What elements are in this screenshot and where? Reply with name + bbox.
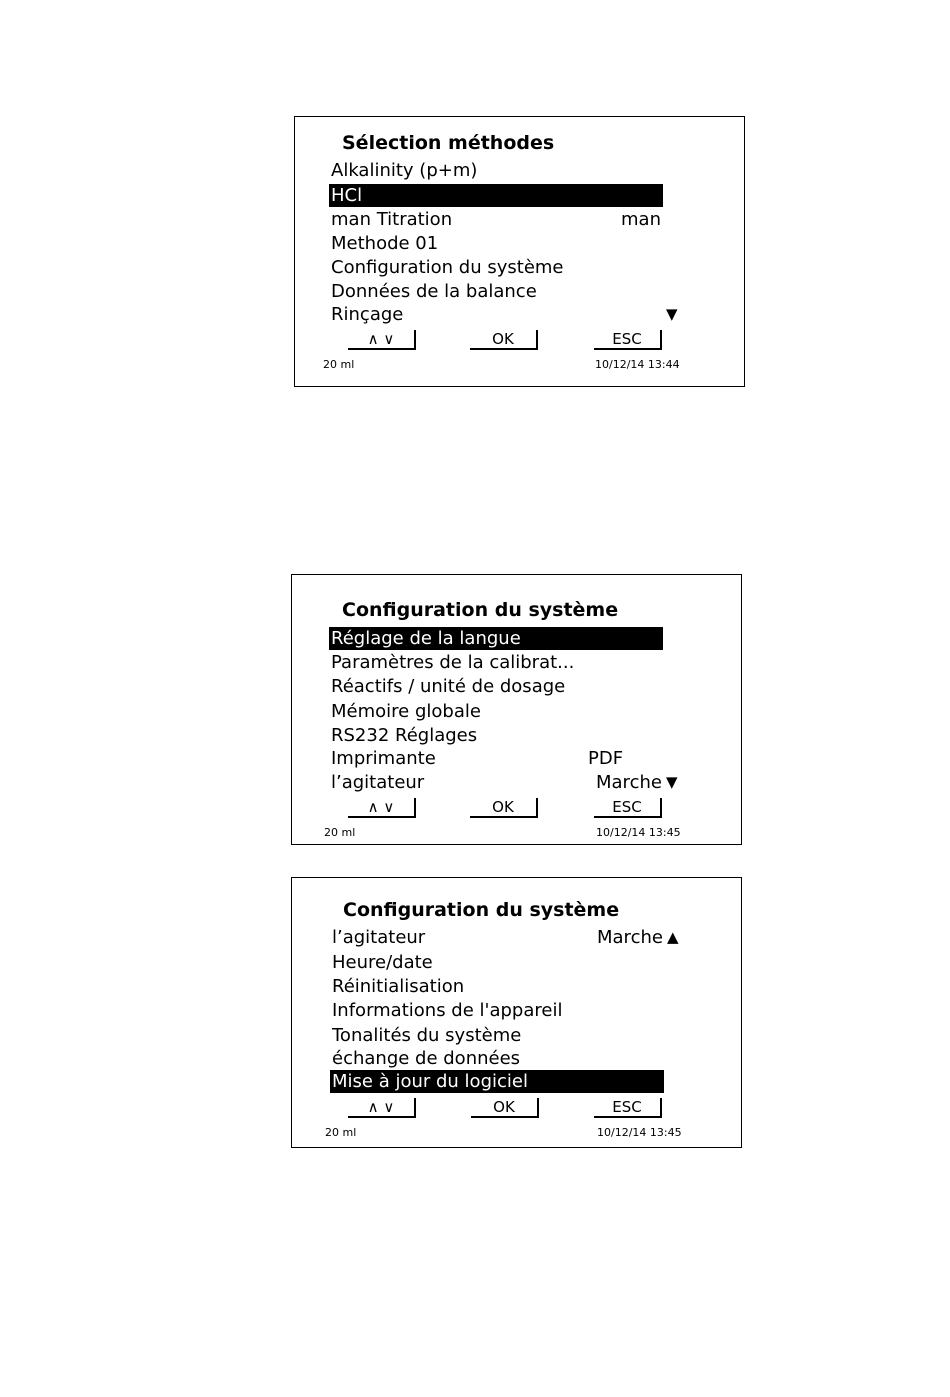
nav-up-down-button[interactable]: ∧ ∨ bbox=[348, 330, 416, 350]
menu-item-value: Marche bbox=[597, 927, 663, 948]
menu-item-label: HCl bbox=[331, 185, 363, 206]
menu-item-time-date[interactable] bbox=[330, 951, 664, 974]
menu-item-label: l’agitateur bbox=[331, 772, 425, 793]
scroll-up-icon: ▲ bbox=[667, 928, 679, 946]
menu-item-data-exchange[interactable] bbox=[330, 1047, 664, 1070]
menu-item-language[interactable] bbox=[329, 627, 663, 650]
menu-item-reset[interactable] bbox=[330, 975, 664, 998]
ok-button[interactable]: OK bbox=[470, 330, 538, 350]
menu-item-label: Configuration du système bbox=[331, 257, 564, 278]
menu-item-man-titration[interactable] bbox=[329, 208, 663, 231]
menu-item-label: Réinitialisation bbox=[332, 976, 465, 997]
esc-button[interactable]: ESC bbox=[594, 798, 662, 818]
date-time: 10/12/14 13:44 bbox=[595, 358, 680, 371]
menu-item-stirrer[interactable] bbox=[329, 771, 663, 794]
volume-indicator: 20 ml bbox=[324, 826, 356, 839]
ok-button[interactable]: OK bbox=[471, 1098, 539, 1118]
date-time: 10/12/14 13:45 bbox=[597, 1126, 682, 1139]
menu-item-label: Réglage de la langue bbox=[331, 628, 521, 649]
menu-item-reagents[interactable] bbox=[329, 675, 663, 698]
menu-item-label: Rinçage bbox=[331, 304, 404, 325]
menu-item-calibration[interactable] bbox=[329, 651, 663, 674]
menu-item-label: Mémoire globale bbox=[331, 701, 481, 722]
menu-item-system-tones[interactable] bbox=[330, 1024, 664, 1047]
menu-item-global-memory[interactable] bbox=[329, 700, 663, 723]
menu-item-label: Paramètres de la calibrat... bbox=[331, 652, 575, 673]
esc-button[interactable]: ESC bbox=[594, 1098, 662, 1118]
date-time: 10/12/14 13:45 bbox=[596, 826, 681, 839]
screen-system-config-1 bbox=[291, 574, 742, 845]
menu-item-label: Alkalinity (p+m) bbox=[331, 160, 478, 181]
screen-title: Sélection méthodes bbox=[342, 132, 555, 154]
volume-indicator: 20 ml bbox=[323, 358, 355, 371]
screen-title: Configuration du système bbox=[343, 899, 620, 921]
menu-item-software-update[interactable] bbox=[330, 1070, 664, 1093]
menu-item-label: RS232 Réglages bbox=[331, 725, 478, 746]
screen-system-config-2 bbox=[291, 877, 742, 1148]
menu-item-printer[interactable] bbox=[329, 747, 663, 770]
nav-up-down-button[interactable]: ∧ ∨ bbox=[348, 1098, 416, 1118]
menu-item-alkalinity[interactable] bbox=[329, 159, 663, 182]
menu-item-stirrer[interactable] bbox=[330, 926, 664, 949]
menu-item-methode-01[interactable] bbox=[329, 232, 663, 255]
menu-item-label: Heure/date bbox=[332, 952, 433, 973]
menu-item-label: Réactifs / unité de dosage bbox=[331, 676, 566, 697]
menu-item-label: man Titration bbox=[331, 209, 453, 230]
menu-item-value: PDF bbox=[588, 748, 624, 769]
volume-indicator: 20 ml bbox=[325, 1126, 357, 1139]
menu-item-label: l’agitateur bbox=[332, 927, 426, 948]
screen-method-selection bbox=[294, 116, 745, 387]
scroll-down-icon: ▼ bbox=[666, 773, 678, 791]
nav-up-down-button[interactable]: ∧ ∨ bbox=[348, 798, 416, 818]
menu-item-value: man bbox=[621, 209, 661, 230]
menu-item-label: Informations de l'appareil bbox=[332, 1000, 563, 1021]
menu-item-rinsing[interactable] bbox=[329, 303, 663, 326]
menu-item-label: Mise à jour du logiciel bbox=[332, 1071, 528, 1092]
menu-item-label: Imprimante bbox=[331, 748, 436, 769]
screen-title: Configuration du système bbox=[342, 599, 619, 621]
esc-button[interactable]: ESC bbox=[594, 330, 662, 350]
menu-item-hcl[interactable] bbox=[329, 184, 663, 207]
menu-item-system-config[interactable] bbox=[329, 256, 663, 279]
menu-item-label: Données de la balance bbox=[331, 281, 537, 302]
menu-item-label: Tonalités du système bbox=[332, 1025, 522, 1046]
menu-item-device-info[interactable] bbox=[330, 999, 664, 1022]
menu-item-label: Methode 01 bbox=[331, 233, 439, 254]
menu-item-rs232[interactable] bbox=[329, 724, 663, 747]
scroll-down-icon: ▼ bbox=[666, 305, 678, 323]
menu-item-label: échange de données bbox=[332, 1048, 521, 1069]
menu-item-value: Marche bbox=[596, 772, 662, 793]
ok-button[interactable]: OK bbox=[470, 798, 538, 818]
menu-item-balance-data[interactable] bbox=[329, 280, 663, 303]
